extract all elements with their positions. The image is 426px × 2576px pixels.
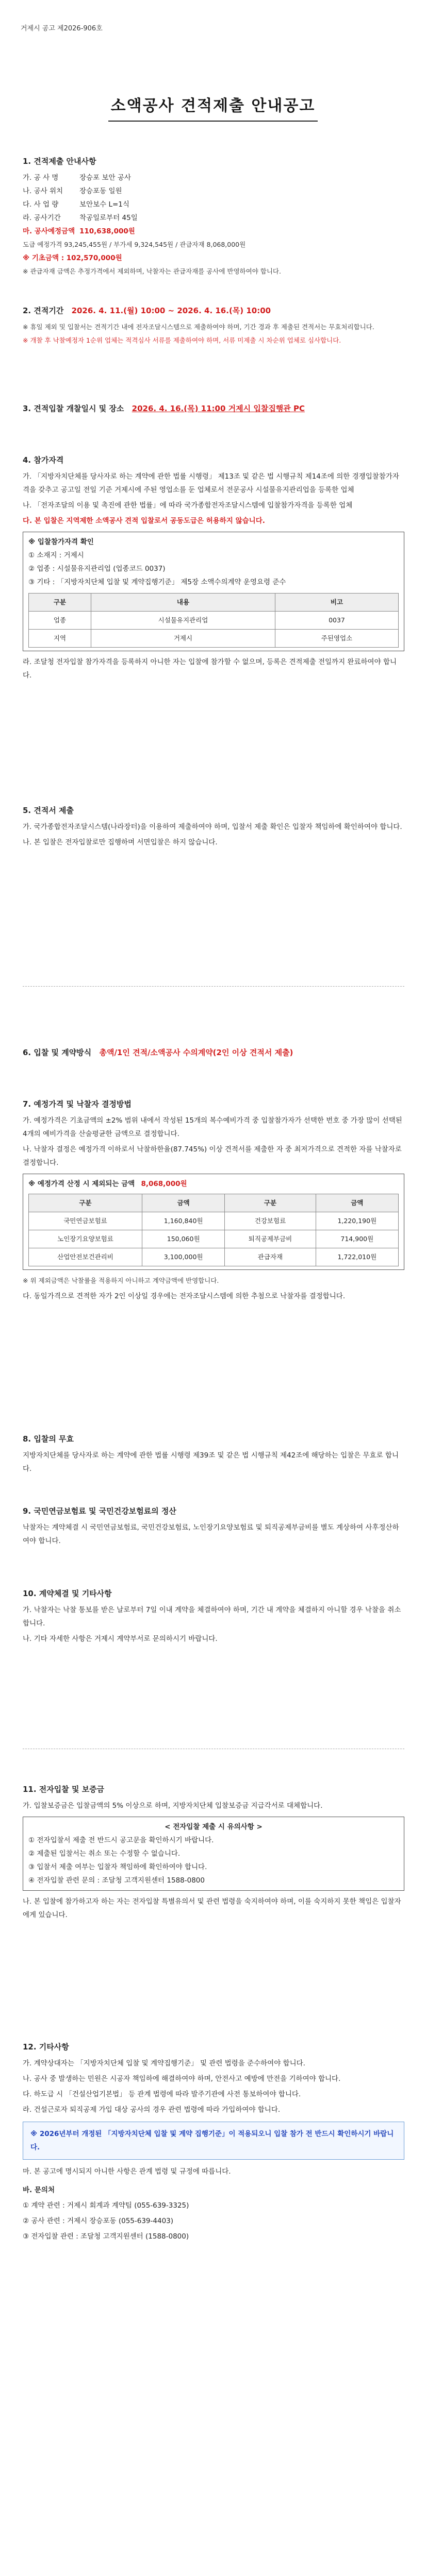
eligibility-para: 라. 조달청 전자입찰 참가자격을 등록하지 아니한 자는 입찰에 참가할 수 없으며, 등록은 견적제출 전일까지 완료하여야 합니다. (23, 658, 397, 680)
table-cell: 건강보험료 (225, 1212, 316, 1230)
table-cell: 관급자재 (225, 1248, 316, 1266)
excluded-cost-table (28, 1194, 399, 1266)
table-header: 내용 (91, 594, 275, 612)
section-heading: 1. 견적제출 안내사항 (23, 157, 96, 166)
other-para: 라. 건설근로자 퇴직공제 가입 대상 공사의 경우 관련 법령에 따라 가입하여야 합니다. (23, 2106, 281, 2114)
info-row (23, 211, 404, 225)
section-heading: 11. 전자입찰 및 보증금 (23, 1785, 105, 1794)
opening-text: 2026. 4. 16.(목) 11:00 거제시 입찰집행관 PC (132, 404, 305, 413)
section-contract (23, 1587, 404, 1648)
submission-para: 나. 본 입찰은 전자입찰로만 집행하며 서면입찰은 하지 않습니다. (23, 838, 218, 846)
deposit-para: 나. 본 입찰에 참가하고자 하는 자는 전자입찰 특별유의서 및 관련 법령을 숙지하여야 하며, 이를 숙지하지 못한 책임은 입찰자에게 있습니다. (23, 1897, 401, 1919)
section-heading: 5. 견적서 제출 (23, 806, 74, 815)
table-header: 비고 (275, 594, 398, 612)
deposit-para: 가. 입찰보증금은 입찰금액의 5% 이상으로 하며, 지방자치단체 입찰보증금 지급각서로 대체합니다. (23, 1802, 323, 1810)
box-line: ③ 입찰서 제출 여부는 입찰자 책임하에 확인하여야 합니다. (28, 1863, 207, 1871)
other-para: 다. 하도급 시 「건설산업기본법」 등 관계 법령에 따라 발주기관에 사전 통보하여야 합니다. (23, 2090, 301, 2098)
table-cell: 주된영업소 (275, 630, 398, 648)
box-title-row (28, 1177, 399, 1191)
section-other (23, 2040, 404, 2245)
table-header-row (29, 1194, 399, 1212)
price-para: 나. 낙찰자 결정은 예정가격 이하로서 낙찰하한율(87.745%) 이상 견적서를 제출한 자 중 최저가격으로 견적한 자를 낙찰자로 결정합니다. (23, 1145, 402, 1167)
box-line: ② 업종 : 시설물유지관리업 (업종코드 0037) (28, 565, 166, 573)
box-line: ④ 전자입찰 관련 문의 : 조달청 고객지원센터 1588-0800 (28, 1876, 205, 1885)
eligibility-para: 가. 「지방자치단체를 당사자로 하는 계약에 관한 법률 시행령」 제13조 및 같은 법 시행규칙 제14조에 의한 경쟁입찰참가자격을 갖추고 공고일 전일 기준 거제시에 주된 영업소를 둔 업체로서 전문공사 시설물유지관리업을 등록한 업체 (23, 472, 399, 494)
contract-para: 나. 기타 자세한 사항은 거제시 계약부서로 문의하시기 바랍니다. (23, 1635, 218, 1643)
page-title: 소액공사 견적제출 안내공고 (110, 97, 316, 115)
table-cell: 거제시 (91, 630, 275, 648)
info-row (23, 198, 404, 211)
table-cell: 714,900원 (316, 1230, 398, 1248)
notice-number: 거제시 공고 제2026-906호 (21, 25, 103, 32)
section-heading: 10. 계약체결 및 기타사항 (23, 1589, 112, 1598)
excluded-cost-box (23, 1174, 404, 1270)
box-title: < 전자입찰 제출 시 유의사항 > (165, 1823, 263, 1831)
insurance-para: 낙찰자는 계약체결 시 국민연금보험료, 국민건강보험료, 노인장기요양보험료 및 퇴직공제부금비를 별도 계상하여 사후정산하여야 합니다. (23, 1523, 399, 1545)
table-header: 구분 (225, 1194, 316, 1212)
separator (23, 979, 404, 994)
table-cell: 산업안전보건관리비 (29, 1248, 142, 1266)
other-para: 나. 공사 중 발생하는 민원은 시공자 책임하에 해결하여야 하며, 안전사고 예방에 만전을 기하여야 합니다. (23, 2075, 341, 2083)
table-cell: 3,100,000원 (142, 1248, 224, 1266)
price-para: ※ 위 제외금액은 낙찰률을 적용하지 아니하고 계약금액에 반영합니다. (23, 1277, 219, 1284)
eligibility-box (23, 532, 404, 651)
section-heading: 7. 예정가격 및 낙찰자 결정방법 (23, 1099, 132, 1109)
table-cell: 시설물유지관리업 (91, 612, 275, 630)
section-bid-deposit (23, 1783, 404, 1924)
budget-row (23, 225, 404, 238)
period-text: 2026. 4. 11.(월) 10:00 ~ 2026. 4. 16.(목) 10:00 (71, 306, 271, 315)
section-heading: 8. 입찰의 무효 (23, 1434, 74, 1444)
box-line: ② 제출된 입찰서는 취소 또는 수정할 수 없습니다. (28, 1850, 181, 1858)
budget-label: 마. 공사예정금액 (23, 227, 75, 235)
section-heading-text: 2. 견적기간 (23, 306, 64, 315)
info-row (23, 171, 404, 184)
table-header: 구분 (29, 1194, 142, 1212)
info-row (23, 184, 404, 198)
title-underline (108, 121, 318, 122)
section-heading (23, 304, 404, 317)
budget-note: ※ 관급자재 금액은 추정가격에서 제외하며, 낙찰자는 관급자재를 공사에 반영하여야 합니다. (23, 267, 281, 275)
contract-method-text: 총액/1인 견적/소액공사 수의계약(2인 이상 견적서 제출) (99, 1048, 293, 1057)
contact-line: ① 계약 관련 : 거제시 회계과 계약팀 (055-639-3325) (23, 2201, 189, 2210)
section-overview (23, 155, 404, 278)
info-value: 장승포 보안 공사 (79, 174, 131, 182)
table-header-row (29, 594, 399, 612)
section-heading: 4. 참가자격 (23, 455, 64, 465)
price-para: 가. 예정가격은 기초금액의 ±2% 범위 내에서 작성된 15개의 복수예비가격 중 입찰참가자가 선택한 번호 중 가장 많이 선택된 4개의 예비가격을 산술평균한 금액으로 결정합니다. (23, 1116, 402, 1138)
box-title: ※ 예정가격 산정 시 제외되는 금액 (28, 1180, 135, 1188)
section-heading (23, 402, 404, 415)
table-cell: 1,160,840원 (142, 1212, 224, 1230)
eligibility-para: 다. 본 입찰은 지역제한 소액공사 견적 입찰로서 공동도급은 허용하지 않습니다. (23, 517, 265, 525)
section-opening (23, 402, 404, 418)
section-price (23, 1097, 404, 1305)
table-cell: 150,060원 (142, 1230, 224, 1248)
callout-text: ※ 2026년부터 개정된 「지방자치단체 입찰 및 계약 집행기준」이 적용되오니 입찰 참가 전 반드시 확인하시기 바랍니다. (30, 2130, 394, 2151)
base-amount: ※ 기초금액 : 102,570,000원 (23, 254, 122, 262)
table-cell: 0037 (275, 612, 398, 630)
section-submission (23, 804, 404, 851)
box-line: ③ 기타 : 「지방자치단체 입찰 및 계약집행기준」 제5장 소액수의계약 운영요령 준수 (28, 578, 286, 586)
box-line: ① 소재지 : 거제시 (28, 551, 84, 560)
separator (23, 1741, 404, 1756)
contract-para: 가. 낙찰자는 낙찰 통보를 받은 날로부터 7일 이내 계약을 체결하여야 하며, 기간 내 계약을 체결하지 아니할 경우 낙찰을 취소합니다. (23, 1606, 401, 1628)
section-insurance (23, 1504, 404, 1550)
table-header: 금액 (316, 1194, 398, 1212)
table-cell: 지역 (29, 630, 91, 648)
contact-line: ③ 전자입찰 관련 : 조달청 고객지원센터 (1588-0800) (23, 2232, 189, 2241)
table-cell: 노인장기요양보험료 (29, 1230, 142, 1248)
section-heading: 12. 기타사항 (23, 2042, 69, 2052)
period-note: ※ 휴일 제외 및 입찰서는 견적기간 내에 전자조달시스템으로 제출하여야 하며, 기간 경과 후 제출된 견적서는 무효처리합니다. (23, 323, 374, 331)
table-row (29, 1248, 399, 1266)
info-callout (23, 2122, 404, 2160)
section-heading-text: 6. 입찰 및 계약방식 (23, 1048, 92, 1057)
info-key: 나. 공사 위치 (23, 187, 63, 195)
other-para: 마. 본 공고에 명시되지 아니한 사항은 관계 법령 및 규정에 따릅니다. (23, 2167, 231, 2176)
table-cell: 퇴직공제부금비 (225, 1230, 316, 1248)
info-value: 장승포동 일원 (79, 187, 122, 195)
eligibility-table (28, 593, 399, 648)
table-row (29, 1230, 399, 1248)
eligibility-para: 나. 「전자조달의 이용 및 촉진에 관한 법률」에 따라 국가종합전자조달시스템에 입찰참가자격을 등록한 업체 (23, 501, 353, 510)
table-cell: 업종 (29, 612, 91, 630)
submission-para: 가. 국가종합전자조달시스템(나라장터)을 이용하여 제출하여야 하며, 입찰서 제출 확인은 입찰자 책임하에 확인하여야 합니다. (23, 823, 402, 831)
box-line: ① 전자입찰서 제출 전 반드시 공고문을 확인하시기 바랍니다. (28, 1836, 214, 1844)
contact-line: ② 공사 관련 : 거제시 장승포동 (055-639-4403) (23, 2217, 174, 2225)
table-row (29, 1212, 399, 1230)
bid-notice-box (23, 1817, 404, 1891)
period-note: ※ 개찰 후 낙찰예정자 1순위 업체는 적격심사 서류를 제출하여야 하며, 서류 미제출 시 차순위 업체로 심사합니다. (23, 336, 341, 344)
table-header: 구분 (29, 594, 91, 612)
table-cell: 1,220,190원 (316, 1212, 398, 1230)
info-key: 다. 사 업 량 (23, 200, 59, 209)
info-key: 가. 공 사 명 (23, 174, 59, 182)
table-row (29, 630, 399, 648)
table-header: 금액 (142, 1194, 224, 1212)
section-heading-text: 3. 견적입찰 개찰일시 및 장소 (23, 404, 124, 413)
section-invalid (23, 1432, 404, 1478)
section-contract-method (23, 1046, 404, 1062)
budget-value: 110,638,000원 (79, 227, 135, 235)
contact-title: 바. 문의처 (23, 2186, 55, 2194)
box-value: 8,068,000원 (141, 1180, 187, 1188)
table-row (29, 612, 399, 630)
table-cell: 국민연금보험료 (29, 1212, 142, 1230)
info-value: 착공일로부터 45일 (79, 214, 138, 222)
section-heading (23, 1046, 404, 1059)
section-eligibility (23, 453, 404, 684)
price-para: 다. 동일가격으로 견적한 자가 2인 이상일 경우에는 전자조달시스템에 의한 추첨으로 낙찰자를 결정합니다. (23, 1292, 346, 1300)
budget-detail: 도급 예정가격 93,245,455원 / 부가세 9,324,545원 / 관급자재 8,068,000원 (23, 241, 246, 248)
other-para: 가. 계약상대자는 「지방자치단체 입찰 및 계약집행기준」 및 관련 법령을 준수하여야 합니다. (23, 2059, 305, 2067)
info-value: 보안보수 L=1식 (79, 200, 129, 209)
box-title: ※ 입찰참가자격 확인 (28, 538, 94, 546)
section-period (23, 304, 404, 347)
info-key: 라. 공사기간 (23, 214, 61, 222)
table-cell: 1,722,010원 (316, 1248, 398, 1266)
section-heading: 9. 국민연금보험료 및 국민건강보험료의 정산 (23, 1506, 176, 1516)
invalid-para: 지방자치단체를 당사자로 하는 계약에 관한 법률 시행령 제39조 및 같은 법 시행규칙 제42조에 해당하는 입찰은 무효로 합니다. (23, 1451, 399, 1473)
